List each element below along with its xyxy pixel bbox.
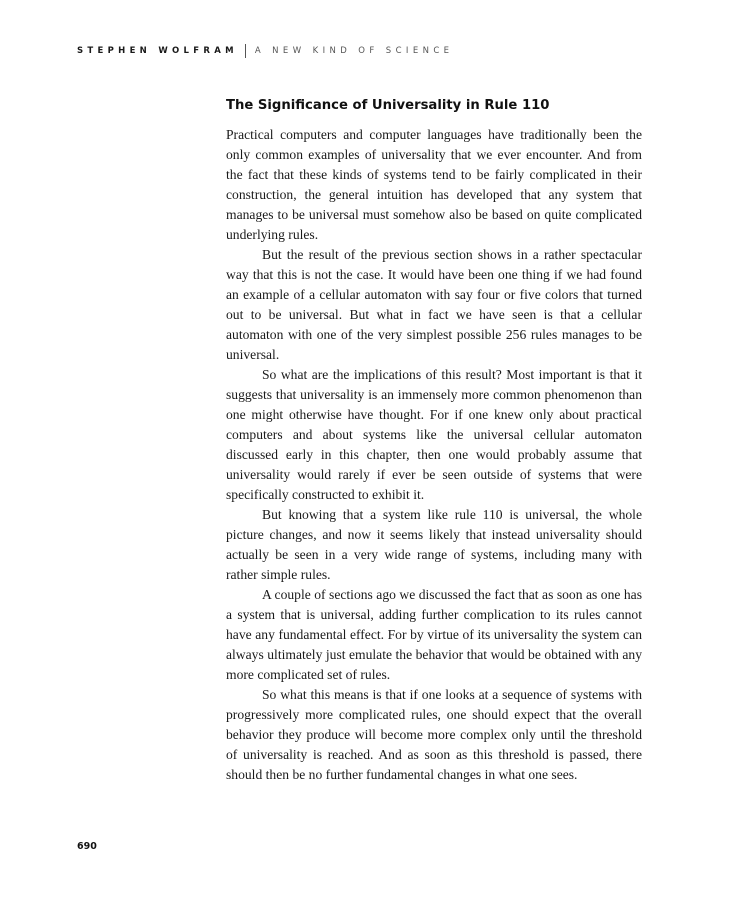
running-head-book-title: A NEW KIND OF SCIENCE	[254, 46, 454, 56]
section-content	[226, 96, 642, 785]
paragraph-3: So what are the implications of this result? Most important is that it suggests that universality is an immensely more common phenomenon than one might otherwise have thought. For if one knew only about practical computers and about systems like the universal cellular automaton discussed early in this chapter, then one would probably assume that universality would rarely if ever be seen outside of systems that were specifically constructed to exhibit it.	[226, 367, 642, 502]
paragraph-2: But the result of the previous section shows in a rather spectacular way that this is not the case. It would have been one thing if we had found an example of a cellular automaton with say four or five colors that turned out to be universal. But what in fact we have seen is that a cellular automaton with one of the very simplest possible 256 rules manages to be universal.	[226, 247, 642, 362]
running-head	[77, 44, 453, 58]
page-number: 690	[77, 841, 97, 852]
running-head-author: STEPHEN WOLFRAM	[77, 46, 238, 56]
section-title: The Significance of Universality in Rule 110	[226, 98, 550, 113]
paragraph-1: Practical computers and computer languages have traditionally been the only common examples of universality that we ever encounter. And from the fact that these kinds of systems tend to be fairly complicated in their construction, the general intuition has developed that any system that manages to be universal must somehow also be based on quite complicated underlying rules.	[226, 127, 642, 242]
paragraph-5: A couple of sections ago we discussed the fact that as soon as one has a system that is universal, adding further complication to its rules cannot have any fundamental effect. For by virtue of its universality the system can always ultimately just emulate the behavior that would be obtained with any more complicated set of rules.	[226, 587, 642, 682]
running-head-divider	[245, 44, 246, 58]
paragraph-6: So what this means is that if one looks at a sequence of systems with progressively more complicated rules, one should expect that the overall behavior they produce will become more complex only until the threshold of universality is reached. And as soon as this threshold is passed, there should then be no further fundamental changes in what one sees.	[226, 687, 642, 782]
paragraph-4: But knowing that a system like rule 110 is universal, the whole picture changes, and now it seems likely that instead universality should actually be seen in a very wide range of systems, including many with rather simple rules.	[226, 507, 642, 582]
